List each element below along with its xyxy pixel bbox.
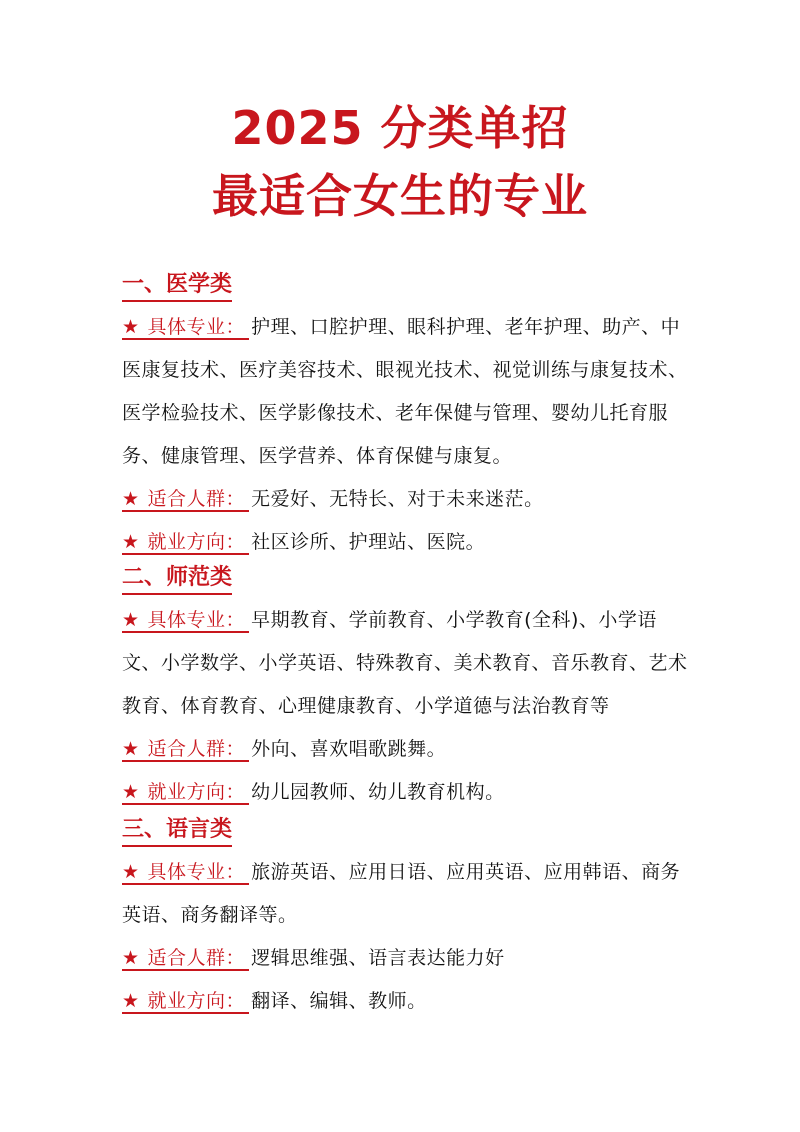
item-label (122, 781, 249, 805)
star-icon: ★ (122, 947, 140, 969)
list-item-careers (122, 980, 692, 1023)
item-label (122, 609, 249, 633)
list-item-majors (122, 306, 692, 478)
star-icon: ★ (122, 531, 140, 553)
section-heading: 二、师范类 (122, 563, 232, 595)
star-icon: ★ (122, 990, 140, 1012)
item-label (122, 738, 249, 762)
list-item-audience (122, 728, 692, 771)
star-icon: ★ (122, 488, 140, 510)
item-text: 旅游英语、应用日语、应用英语、应用韩语、商务英语、商务翻译等。 (122, 861, 681, 926)
item-text: 社区诊所、护理站、医院。 (251, 531, 486, 553)
item-text: 无爱好、无特长、对于未来迷茫。 (251, 488, 544, 510)
section-heading: 三、语言类 (122, 815, 232, 847)
item-text: 早期教育、学前教育、小学教育(全科)、小学语文、小学数学、小学英语、特殊教育、美术教育、音乐教育、艺术教育、体育教育、心理健康教育、小学道德与法治教育等 (122, 609, 688, 717)
item-label-text: 具体专业： (147, 609, 246, 631)
section-language (122, 815, 692, 1023)
item-label-text: 就业方向： (147, 781, 246, 803)
item-label-text: 就业方向： (147, 990, 246, 1012)
item-label (122, 990, 249, 1014)
item-label (122, 947, 249, 971)
star-icon: ★ (122, 609, 140, 631)
item-label-text: 具体专业： (147, 861, 246, 883)
page-title-line-1: 2025 分类单招 (231, 101, 569, 155)
item-text: 逻辑思维强、语言表达能力好 (251, 947, 505, 969)
item-text: 幼儿园教师、幼儿教育机构。 (251, 781, 505, 803)
page-title-line-2: 最适合女生的专业 (212, 169, 588, 223)
item-label (122, 531, 249, 555)
list-item-careers (122, 521, 692, 564)
section-heading: 一、医学类 (122, 270, 232, 302)
star-icon: ★ (122, 861, 140, 883)
list-item-majors (122, 851, 692, 937)
item-label-text: 适合人群： (147, 488, 246, 510)
item-label (122, 861, 249, 885)
list-item-audience (122, 937, 692, 980)
list-item-majors (122, 599, 692, 728)
star-icon: ★ (122, 738, 140, 760)
section-teaching (122, 563, 692, 814)
item-label-text: 适合人群： (147, 947, 246, 969)
star-icon: ★ (122, 781, 140, 803)
list-item-audience (122, 478, 692, 521)
item-label (122, 488, 249, 512)
list-item-careers (122, 771, 692, 814)
item-label-text: 适合人群： (147, 738, 246, 760)
star-icon: ★ (122, 316, 140, 338)
item-label (122, 316, 249, 340)
item-label-text: 具体专业： (147, 316, 246, 338)
item-text: 护理、口腔护理、眼科护理、老年护理、助产、中医康复技术、医疗美容技术、眼视光技术、视觉训练与康复技术、医学检验技术、医学影像技术、老年保健与管理、婴幼儿托育服务、健康管理、医学营养、体育保健与康复。 (122, 316, 688, 467)
item-text: 外向、喜欢唱歌跳舞。 (251, 738, 447, 760)
item-text: 翻译、编辑、教师。 (251, 990, 427, 1012)
item-label-text: 就业方向： (147, 531, 246, 553)
section-medical (122, 270, 692, 564)
